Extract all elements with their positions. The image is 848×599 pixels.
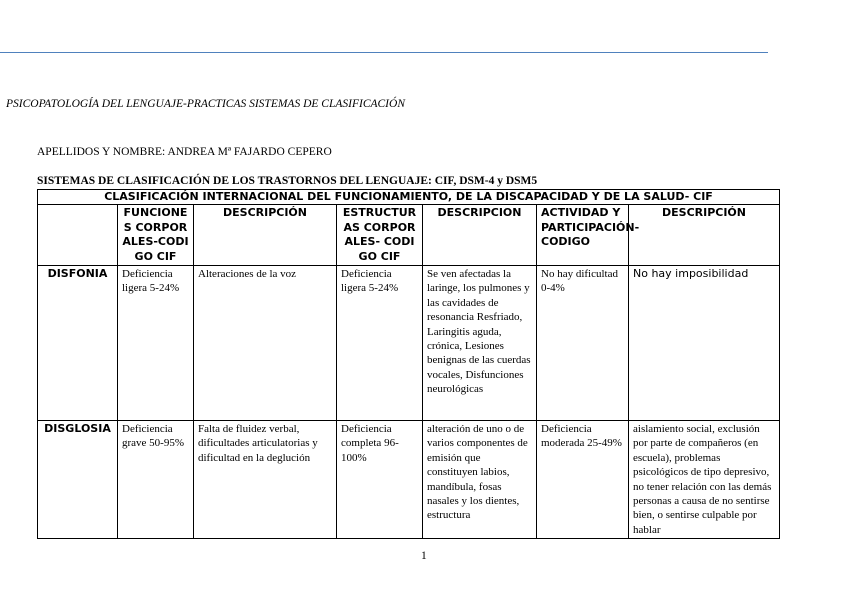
header-empty — [38, 205, 118, 266]
cell-funciones: Deficiencia ligera 5-24% — [118, 266, 194, 421]
header-actividad: ACTIVIDAD Y PARTICIPACIÓN-CODIGO — [537, 205, 629, 266]
header-estructuras: ESTRUCTURAS CORPORALES- CODIGO CIF — [337, 205, 423, 266]
header-descripcion-funciones: DESCRIPCIÓN — [194, 205, 337, 266]
cell-actividad: No hay dificultad 0-4% — [537, 266, 629, 421]
cell-actividad: Deficiencia moderada 25-49% — [537, 421, 629, 539]
header-rule — [0, 52, 768, 53]
header-descripcion-actividad: DESCRIPCIÓN — [629, 205, 780, 266]
row-label: DISGLOSIA — [38, 421, 118, 539]
row-label: DISFONIA — [38, 266, 118, 421]
header-descripcion-estructuras: DESCRIPCION — [423, 205, 537, 266]
table-row — [38, 421, 780, 539]
author-line: APELLIDOS Y NOMBRE: ANDREA Mª FAJARDO CEPERO — [37, 146, 332, 158]
document-heading: PSICOPATOLOGÍA DEL LENGUAJE-PRACTICAS SISTEMAS DE CLASIFICACIÓN — [6, 98, 405, 110]
header-row — [38, 205, 780, 266]
cell-descripcion-estructuras: alteración de uno o de varios componentes de emisión que constituyen labios, mandíbula, fosas nasales y los dientes, estructura — [423, 421, 537, 539]
cell-descripcion-estructuras: Se ven afectadas la laringe, los pulmones y las cavidades de resonancia Resfriado, Laringitis aguda, crónica, Lesiones benignas de las cuerdas vocales, Disfunciones neurológicas — [423, 266, 537, 421]
cell-descripcion-funciones: Falta de fluidez verbal, dificultades articulatorias y dificultad en la deglución — [194, 421, 337, 539]
header-funciones: FUNCIONES CORPORALES-CODIGO CIF — [118, 205, 194, 266]
cell-estructuras: Deficiencia ligera 5-24% — [337, 266, 423, 421]
cell-estructuras: Deficiencia completa 96-100% — [337, 421, 423, 539]
cell-descripcion-actividad: No hay imposibilidad — [629, 266, 780, 421]
cell-funciones: Deficiencia grave 50-95% — [118, 421, 194, 539]
table-row — [38, 266, 780, 421]
classification-table — [37, 189, 780, 539]
cell-descripcion-funciones: Alteraciones de la voz — [194, 266, 337, 421]
cell-descripcion-actividad: aislamiento social, exclusión por parte de compañeros (en escuela), problemas psicológicos de tipo depresivo, no tener relación con las demás personas a causa de no sentirse bien, o sentirse culpable por hablar — [629, 421, 780, 539]
table-banner: CLASIFICACIÓN INTERNACIONAL DEL FUNCIONAMIENTO, DE LA DISCAPACIDAD Y DE LA SALUD- CIF — [38, 190, 780, 205]
systems-title: SISTEMAS DE CLASIFICACIÓN DE LOS TRASTORNOS DEL LENGUAJE: CIF, DSM-4 y DSM5 — [37, 175, 538, 187]
page-number: 1 — [421, 550, 427, 562]
